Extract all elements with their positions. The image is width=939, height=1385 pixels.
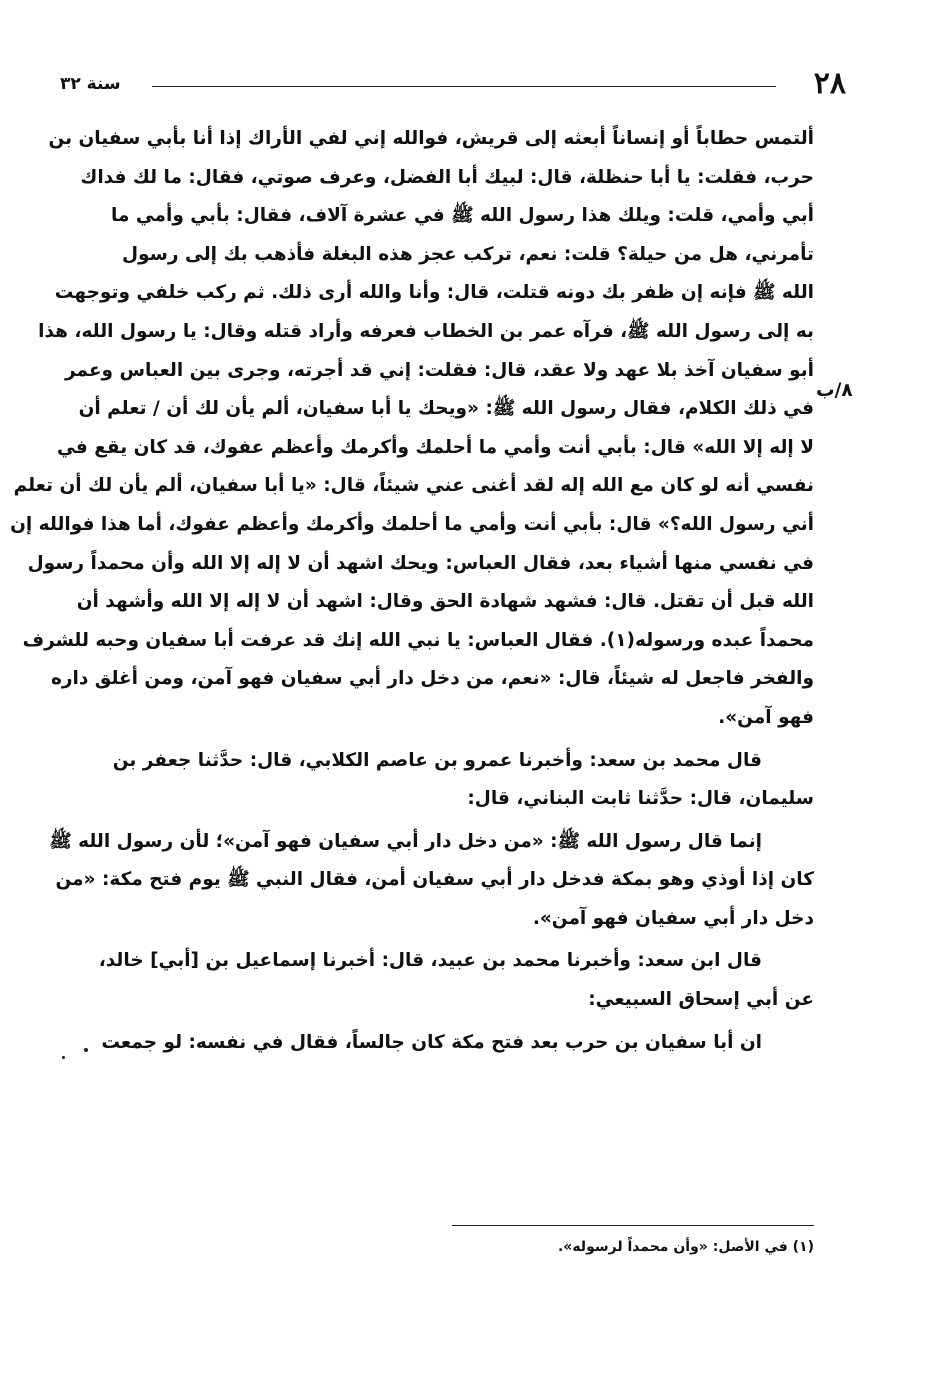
page-speck: [84, 1048, 88, 1052]
running-head: سنة ٣٢: [60, 74, 121, 94]
text-line: ألتمس حطاباً أو إنساناً أبعثه إلى قريش، فوالله إني لفي الأراك إذا أنا بأبي سفيان بن: [48, 128, 814, 149]
text-line: سليمان، قال: حدَّثنا ثابت البناني، قال:: [467, 788, 814, 810]
page-header: [60, 64, 846, 104]
footnote: (١) في الأصل: «وأن محمداً لرسوله».: [557, 1239, 814, 1255]
text-line: حرب، فقلت: يا أبا حنظلة، قال: لبيك أبا الفضل، وعرف صوتي، فقال: ما لك فداك: [80, 166, 814, 188]
text-line: أني رسول الله؟» قال: بأبي أنت وأمي ما أحلمك وأكرمك وأعظم عفوك، أما هذا فوالله إن: [10, 513, 814, 535]
text-line: أبي وأمي، قلت: ويلك هذا رسول الله ﷺ في عشرة آلاف، فقال: بأبي وأمي ما: [111, 205, 814, 227]
text-line: نفسي أنه لو كان مع الله إله لقد أغنى عني شيئاً، قال: «يا أبا سفيان، ألم يأن لك أن تعلم: [13, 475, 814, 497]
body-text: [10, 120, 853, 1062]
text-line: قال ابن سعد: وأخبرنا محمد بن عبيد، قال: أخبرنا إسماعيل بن [أبي] خالد،: [98, 950, 762, 972]
text-line: دخل دار أبي سفيان فهو آمن».: [532, 907, 814, 929]
text-line: إنما قال رسول الله ﷺ: «من دخل دار أبي سفيان فهو آمن»؛ لأن رسول الله ﷺ: [49, 830, 762, 852]
text-line: تأمرني، هل من حيلة؟ قلت: نعم، تركب عجز هذه البغلة فأذهب بك إلى رسول: [122, 243, 814, 265]
text-line: في نفسي منها أشياء بعد، فقال العباس: ويحك اشهد أن لا إله إلا الله وأن محمداً رسول: [27, 552, 814, 574]
text-line: به إلى رسول الله ﷺ، فرآه عمر بن الخطاب فعرفه وأراد قتله وقال: يا رسول الله، هذا: [38, 320, 814, 342]
text-line: فهو آمن».: [718, 706, 814, 728]
text-line: والفخر فاجعل له شيئاً، قال: «نعم، من دخل دار أبي سفيان فهو آمن، ومن أغلق داره: [50, 668, 814, 690]
text-line: قال محمد بن سعد: وأخبرنا عمرو بن عاصم الكلابي، قال: حدَّثنا جعفر بن: [112, 749, 762, 771]
text-line: كان إذا أوذي وهو بمكة فدخل دار أبي سفيان أمن، فقال النبي ﷺ يوم فتح مكة: «من: [55, 869, 814, 891]
paragraph: [112, 742, 814, 819]
paragraph: [98, 942, 814, 1019]
text-line: الله ﷺ فإنه إن ظفر بك دونه قتلت، قال: وأنا والله أرى ذلك. ثم ركب خلفي وتوجهت: [54, 282, 814, 304]
text-line: لا إله إلا الله» قال: بأبي أنت وأمي ما أحلمك وأكرمك وأعظم عفوك، قد كان يقع في: [56, 436, 814, 458]
page-number: ٢٨: [813, 66, 846, 101]
margin-note: ٨/ب: [816, 380, 853, 401]
footnote-rule: [452, 1225, 814, 1226]
paragraph: [49, 823, 814, 939]
text-line: الله قبل أن تقتل. قال: فشهد شهادة الحق وقال: اشهد أن لا إله إلا الله وأشهد أن: [76, 591, 814, 613]
text-line: ان أبا سفيان بن حرب بعد فتح مكة كان جالساً، فقال في نفسه: لو جمعت: [101, 1031, 762, 1053]
paragraph: [101, 1024, 814, 1063]
page-speck: [62, 1056, 65, 1059]
header-rule: [152, 86, 776, 87]
text-line: أبو سفيان آخذ بلا عهد ولا عقد، قال: فقلت: إني قد أجرته، وجرى بين العباس وعمر: [64, 359, 814, 381]
text-line: عن أبي إسحاق السبيعي:: [588, 989, 814, 1011]
text-line: في ذلك الكلام، فقال رسول الله ﷺ: «ويحك يا أبا سفيان، ألم يأن لك أن / تعلم أن: [78, 398, 814, 420]
text-line: محمداً عبده ورسوله(١). فقال العباس: يا نبي الله إنك قد عرفت أبا سفيان وحبه للشرف: [22, 629, 814, 651]
paragraph: [10, 120, 814, 738]
